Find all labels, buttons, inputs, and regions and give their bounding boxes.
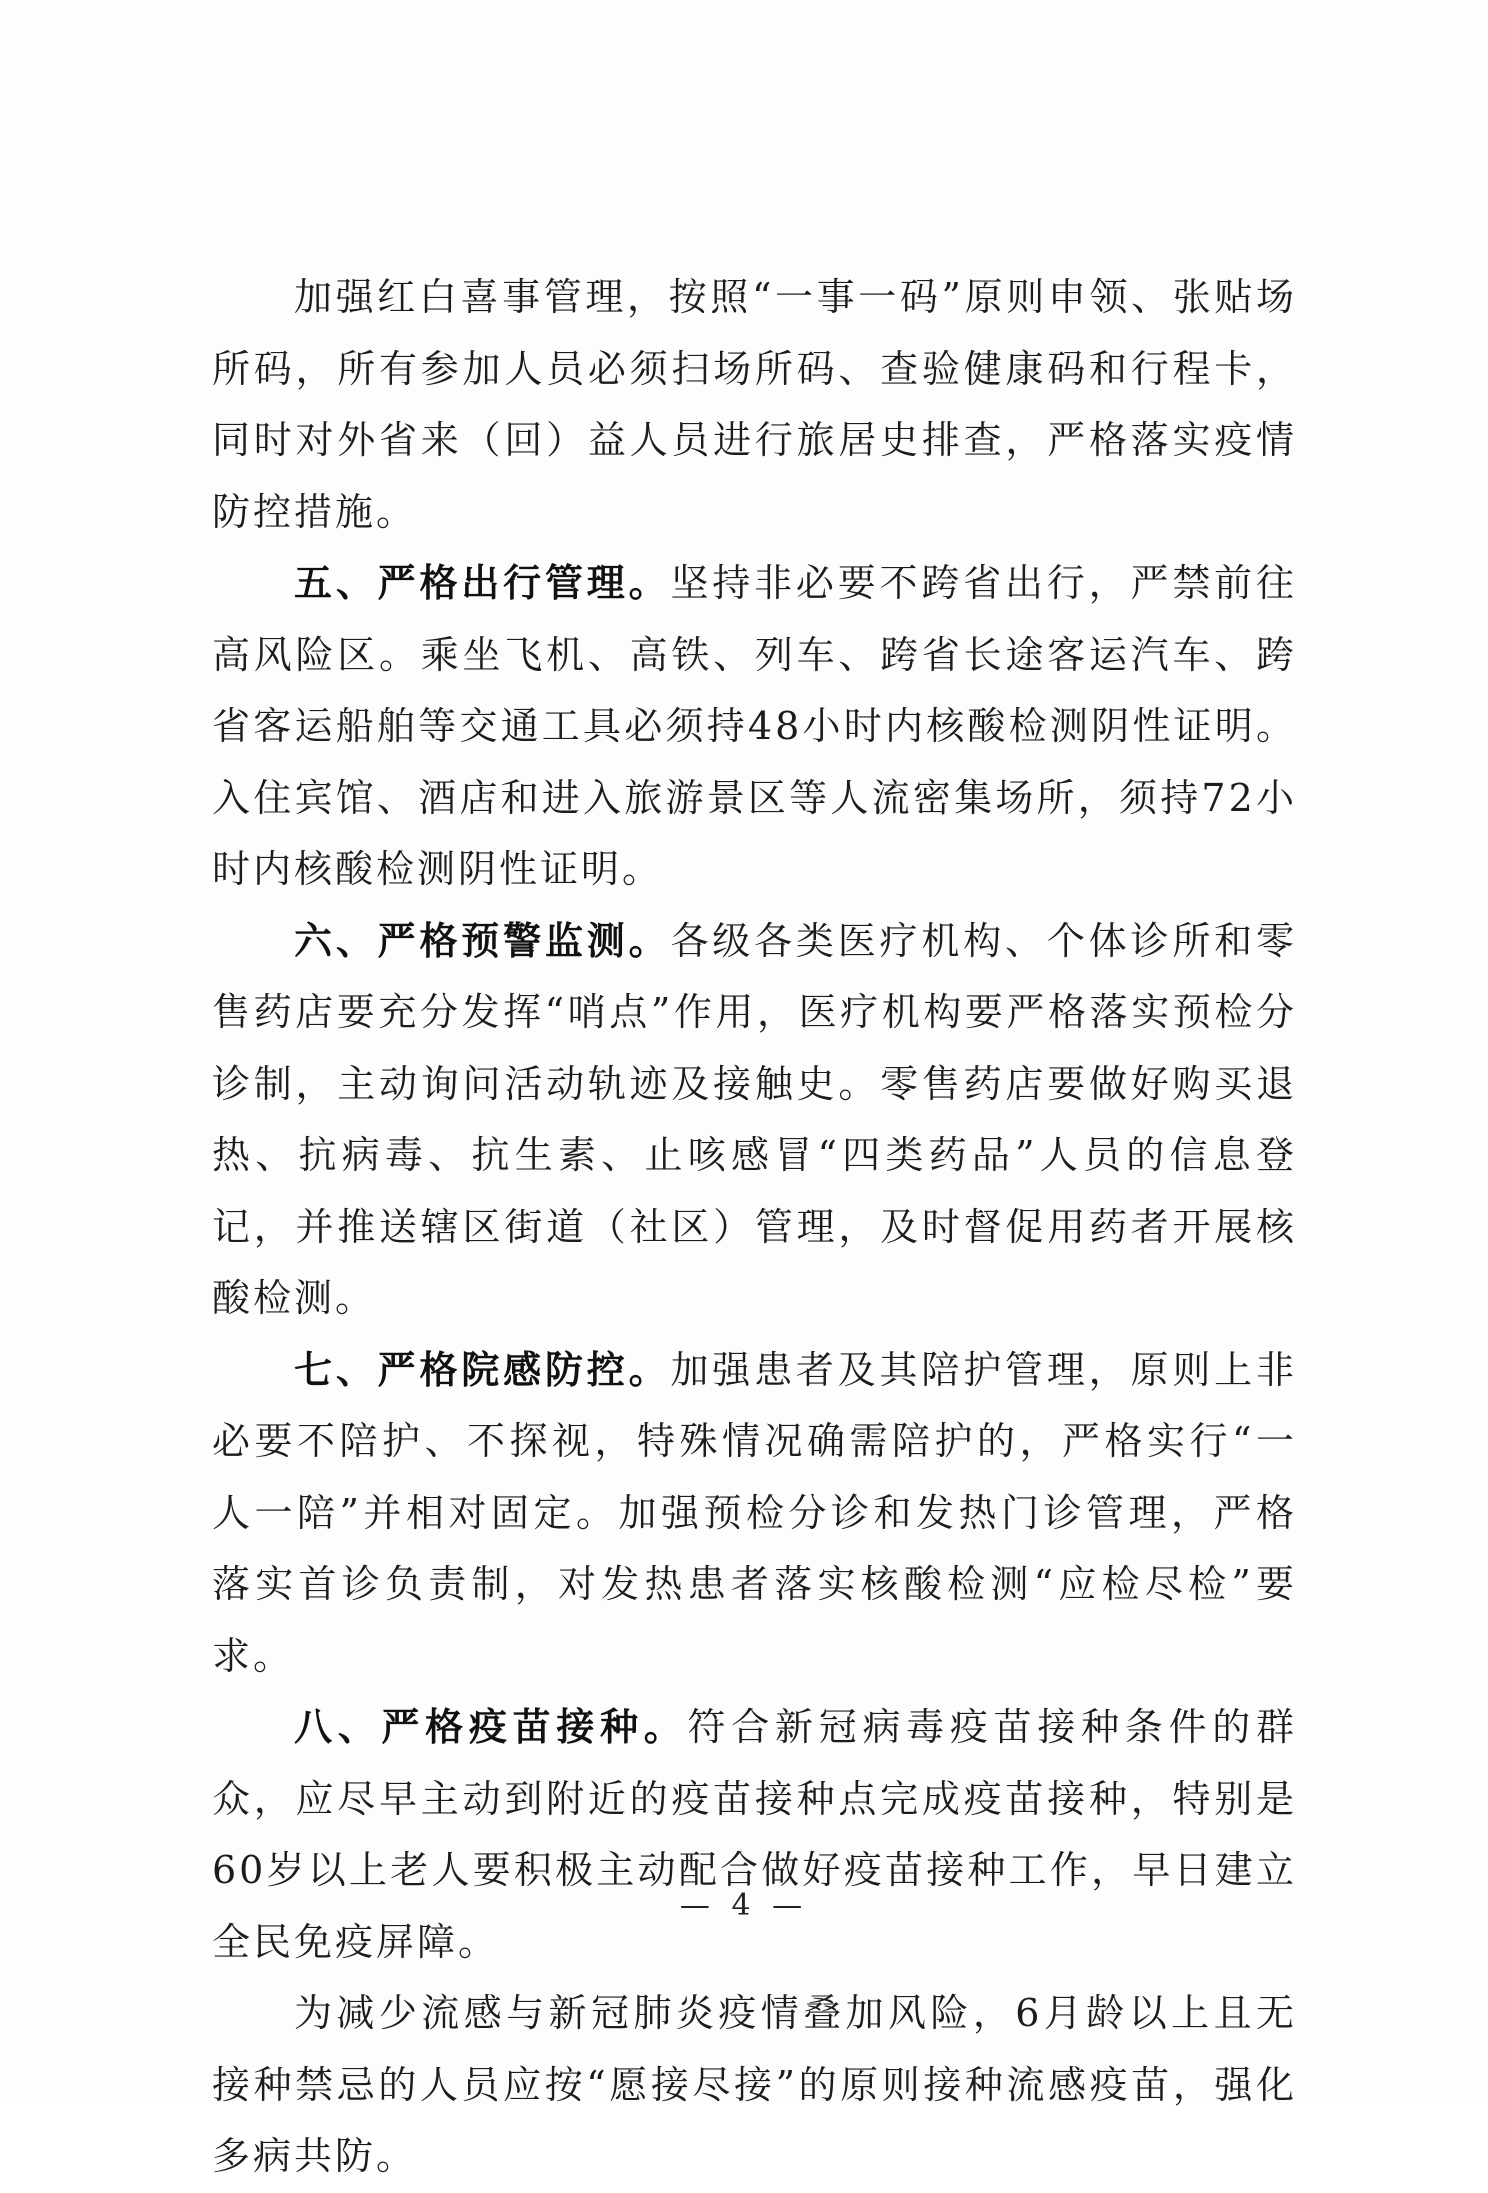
paragraph-heading: 七、严格院感防控。 [294, 1347, 671, 1392]
paragraph-travel-management [212, 548, 1297, 906]
paragraph-hospital-infection [212, 1335, 1297, 1693]
paragraph-text: 加强红白喜事管理，按照“一事一码”原则申领、张贴场所码，所有参加人员必须扫场所码、查验健康码和行程卡，同时对外省来（回）益人员进行旅居史排查，严格落实疫情防控措施。 [212, 275, 1297, 534]
paragraph-text: 符合新冠病毒疫苗接种条件的群众，应尽早主动到附近的疫苗接种点完成疫苗接种，特别是60岁以上老人要积极主动配合做好疫苗接种工作，早日建立全民免疫屏障。 [212, 1705, 1297, 1964]
paragraph-vaccination [212, 1692, 1297, 1978]
paragraph-heading: 六、严格预警监测。 [294, 918, 671, 963]
paragraph-red-white-events [212, 262, 1297, 548]
paragraph-heading: 八、严格疫苗接种。 [294, 1705, 688, 1749]
paragraph-text: 加强患者及其陪护管理，原则上非必要不陪护、不探视，特殊情况确需陪护的，严格实行“一人一陪”并相对固定。加强预检分诊和发热门诊管理，严格落实首诊负责制，对发热患者落实核酸检测“应检尽检”要求。 [212, 1347, 1297, 1678]
paragraph-early-warning [212, 906, 1297, 1335]
paragraph-text: 坚持非必要不跨省出行，严禁前往高风险区。乘坐飞机、高铁、列车、跨省长途客运汽车、跨省客运船舶等交通工具必须持48小时内核酸检测阴性证明。入住宾馆、酒店和进入旅游景区等人流密集场所，须持72小时内核酸检测阴性证明。 [212, 561, 1297, 891]
paragraph-heading: 五、严格出行管理。 [294, 561, 671, 605]
page-number: — 4 — [679, 1888, 809, 1923]
paragraph-text: 为减少流感与新冠肺炎疫情叠加风险，6月龄以上且无接种禁忌的人员应按“愿接尽接”的原则接种流感疫苗，强化多病共防。 [212, 1991, 1297, 2178]
paragraph-text: 各级各类医疗机构、个体诊所和零售药店要充分发挥“哨点”作用，医疗机构要严格落实预检分诊制，主动询问活动轨迹及接触史。零售药店要做好购买退热、抗病毒、抗生素、止咳感冒“四类药品”人员的信息登记，并推送辖区街道（社区）管理，及时督促用药者开展核酸检测。 [212, 918, 1297, 1320]
paragraph-flu-vaccine [212, 1978, 1297, 2193]
